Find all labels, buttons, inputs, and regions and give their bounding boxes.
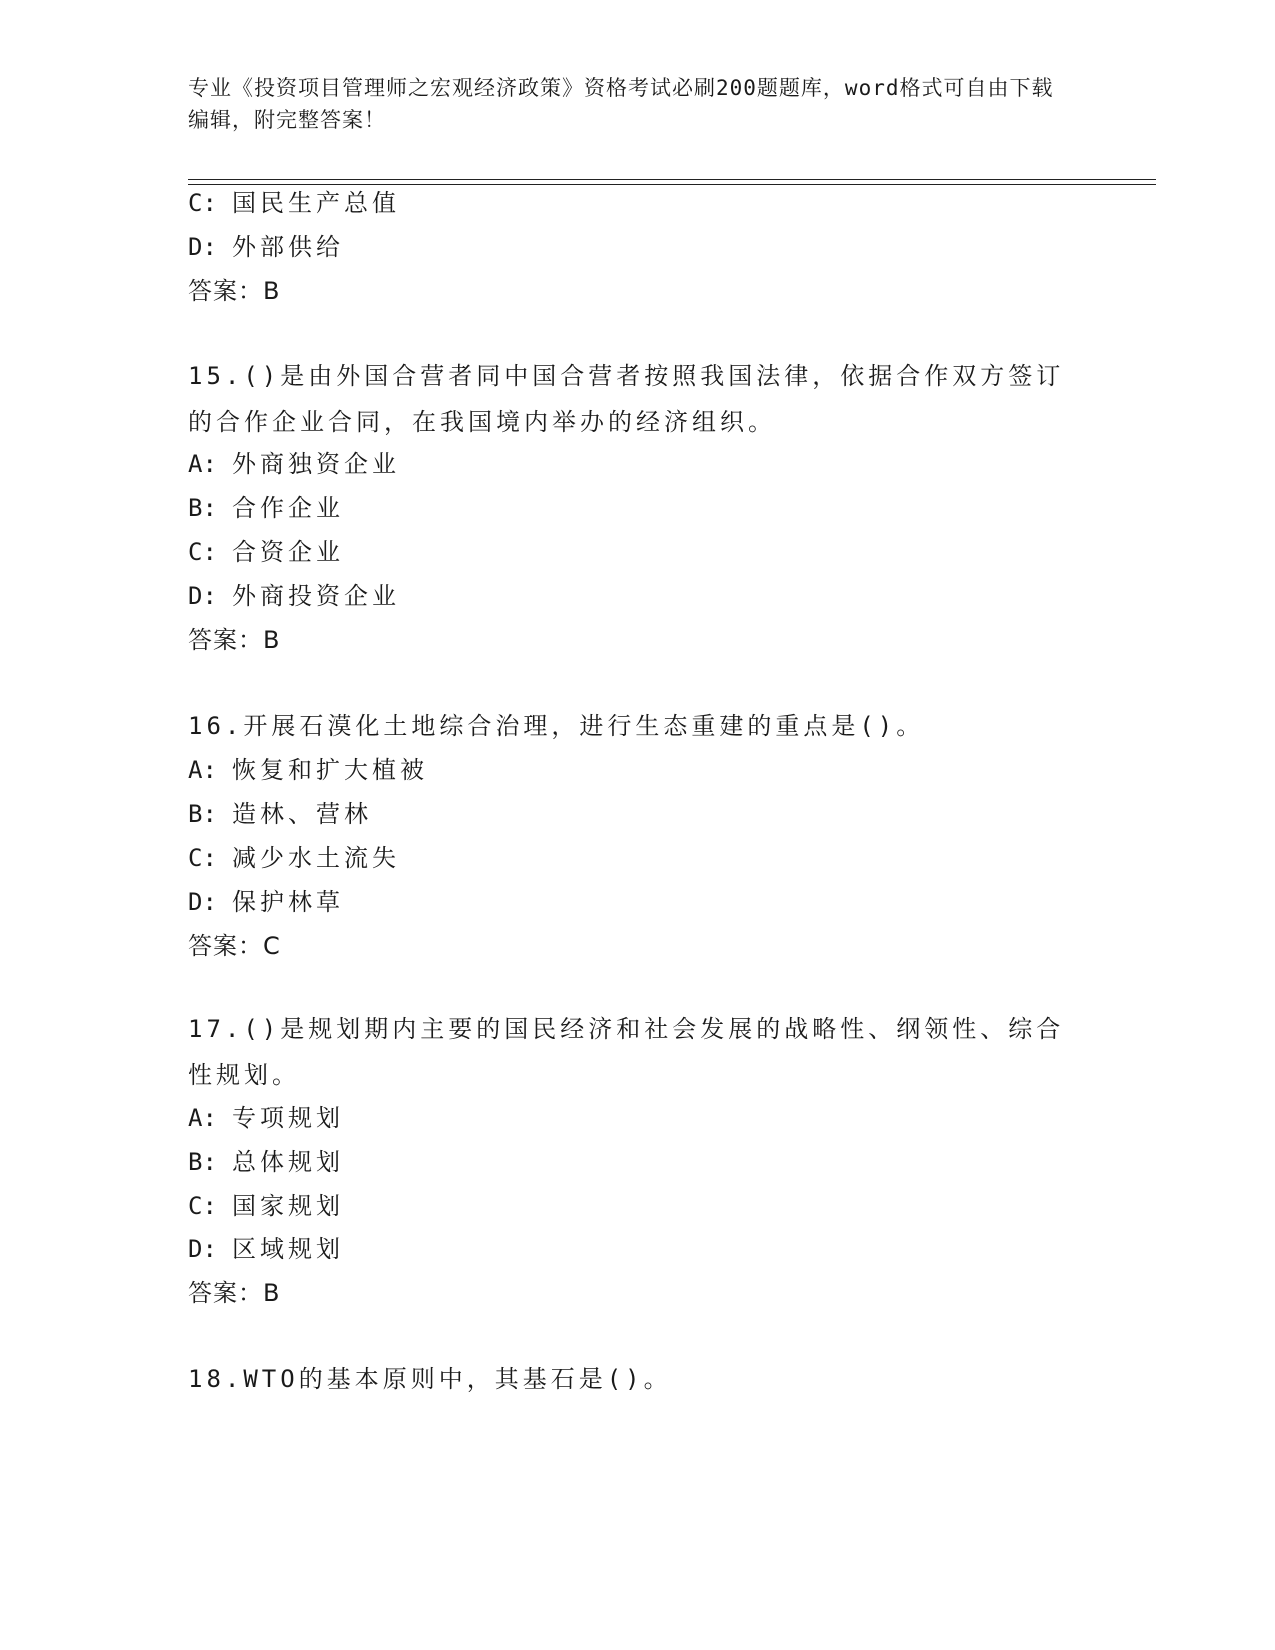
option-c: C: 国民生产总值: [188, 189, 400, 217]
q15-option-c: C: 合资企业: [188, 538, 344, 566]
document-header: 专业《投资项目管理师之宏观经济政策》资格考试必刷200题题库，word格式可自由下载编辑，附完整答案！: [188, 76, 1054, 132]
header-divider-bottom: [188, 184, 1156, 185]
q15-answer: 答案：B: [188, 626, 281, 654]
question-18-stem: 18.WTO的基本原则中，其基石是()。: [188, 1365, 672, 1393]
q17-option-b: B: 总体规划: [188, 1148, 344, 1176]
answer-line: 答案：B: [188, 277, 281, 305]
q15-option-a: A: 外商独资企业: [188, 450, 400, 478]
q17-option-a: A: 专项规划: [188, 1104, 344, 1132]
q15-option-b: B: 合作企业: [188, 494, 344, 522]
option-d: D: 外部供给: [188, 233, 344, 261]
q17-option-c: C: 国家规划: [188, 1192, 344, 1220]
q15-option-d: D: 外商投资企业: [188, 582, 400, 610]
q16-option-c: C: 减少水土流失: [188, 844, 400, 872]
q16-answer: 答案：C: [188, 932, 281, 960]
q16-option-d: D: 保护林草: [188, 888, 344, 916]
q16-option-a: A: 恢复和扩大植被: [188, 756, 428, 784]
q17-option-d: D: 区域规划: [188, 1235, 344, 1263]
header-divider-top: [188, 179, 1156, 180]
q16-option-b: B: 造林、营林: [188, 800, 372, 828]
q17-answer: 答案：B: [188, 1279, 281, 1307]
question-17-stem: 17.()是规划期内主要的国民经济和社会发展的战略性、纲领性、综合性规划。: [188, 1015, 1065, 1089]
question-15-stem: 15.()是由外国合营者同中国合营者按照我国法律，依据合作双方签订的合作企业合同，在我国境内举办的经济组织。: [188, 362, 1065, 436]
question-16-stem: 16.开展石漠化土地综合治理，进行生态重建的重点是()。: [188, 712, 925, 740]
